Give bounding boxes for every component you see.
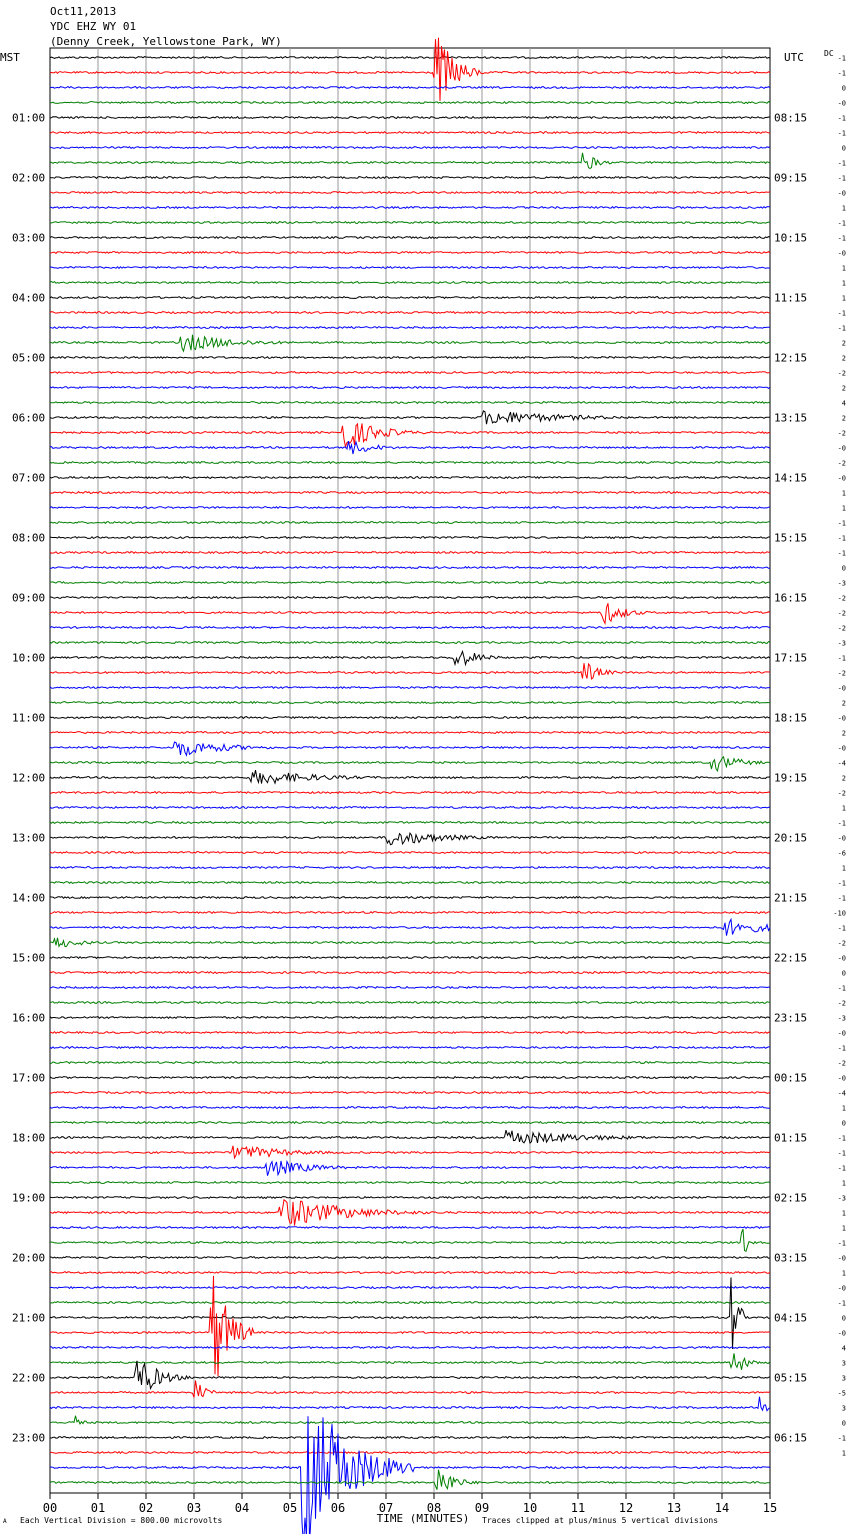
dc-offset-label: -1 <box>837 654 846 663</box>
dc-offset-label: 0 <box>841 84 846 93</box>
dc-offset-label: -0 <box>837 834 846 843</box>
dc-offset-label: -0 <box>837 99 846 108</box>
dc-offset-label: -1 <box>837 984 846 993</box>
dc-offset-label: -4 <box>837 759 846 768</box>
seismic-trace <box>50 207 770 209</box>
seismic-trace <box>50 177 770 179</box>
dc-offset-label: -1 <box>837 879 846 888</box>
dc-offset-label: 1 <box>841 204 846 213</box>
dc-offset-label: -2 <box>837 669 846 678</box>
x-tick-label: 12 <box>618 1501 634 1515</box>
dc-offset-label: -0 <box>837 1029 846 1038</box>
seismic-trace <box>50 222 770 224</box>
dc-offset-label: 0 <box>841 144 846 153</box>
mst-hour-label: 08:00 <box>12 531 46 545</box>
seismic-trace <box>50 1257 770 1259</box>
seismic-trace <box>50 1416 770 1424</box>
dc-offset-label: 2 <box>841 729 846 738</box>
mst-axis-label: MST <box>0 51 20 64</box>
seismic-trace <box>50 867 770 869</box>
seismic-trace <box>50 441 770 454</box>
seismic-trace <box>50 1200 770 1226</box>
dc-offset-label: -1 <box>837 114 846 123</box>
seismic-trace <box>50 492 770 494</box>
dc-offset-label: 1 <box>841 804 846 813</box>
dc-offset-label: -1 <box>837 924 846 933</box>
seismic-trace <box>50 423 770 446</box>
seismic-trace <box>50 1032 770 1034</box>
seismic-trace <box>50 1017 770 1019</box>
mst-hour-label: 09:00 <box>12 591 46 605</box>
mst-hour-label: 14:00 <box>12 891 46 905</box>
dc-offset-label: -1 <box>837 894 846 903</box>
seismic-trace <box>50 687 770 689</box>
dc-offset-label: -2 <box>837 789 846 798</box>
dc-offset-label: -1 <box>837 1149 846 1158</box>
dc-offset-label: 2 <box>841 339 846 348</box>
dc-offset-label: -1 <box>837 1164 846 1173</box>
seismic-trace <box>50 1397 770 1411</box>
seismic-trace <box>50 1276 770 1376</box>
dc-offset-label: 2 <box>841 354 846 363</box>
seismic-trace <box>50 237 770 239</box>
dc-offset-label: -1 <box>837 1434 846 1443</box>
x-tick-label: 06 <box>330 1501 346 1515</box>
seismic-trace <box>50 972 770 974</box>
seismic-trace <box>50 102 770 104</box>
dc-offset-label: 0 <box>841 1314 846 1323</box>
dc-offset-label: -1 <box>837 1239 846 1248</box>
dc-offset-label: -1 <box>837 129 846 138</box>
dc-offset-label: -0 <box>837 1329 846 1338</box>
dc-offset-label: 1 <box>841 1449 846 1458</box>
dc-offset-label: -1 <box>837 549 846 558</box>
dc-offset-label: -2 <box>837 1059 846 1068</box>
mst-hour-label: 17:00 <box>12 1071 46 1085</box>
dc-offset-label: -2 <box>837 939 846 948</box>
seismic-trace <box>50 987 770 989</box>
seismic-trace <box>50 717 770 719</box>
utc-hour-label: 15:15 <box>774 531 808 545</box>
mst-hour-label: 20:00 <box>12 1251 46 1265</box>
dc-offset-label: -1 <box>837 819 846 828</box>
mst-hour-label: 01:00 <box>12 111 46 125</box>
dc-offset-label: -1 <box>837 324 846 333</box>
utc-hour-label: 23:15 <box>774 1011 808 1025</box>
dc-offset-label: 1 <box>841 279 846 288</box>
seismic-trace <box>50 192 770 194</box>
seismic-trace <box>50 1287 770 1289</box>
seismic-trace <box>50 642 770 644</box>
dc-offset-label: 1 <box>841 864 846 873</box>
seismic-trace <box>50 1047 770 1049</box>
seismic-trace <box>50 1130 770 1143</box>
seismic-trace <box>50 757 770 771</box>
utc-hour-label: 17:15 <box>774 651 808 665</box>
seismic-trace <box>50 770 770 784</box>
dc-offset-label: -0 <box>837 189 846 198</box>
seismic-trace <box>50 1122 770 1124</box>
header-location: (Denny Creek, Yellowstone Park, WY) <box>50 35 282 48</box>
dc-offset-label: 3 <box>841 1359 846 1368</box>
dc-offset-label: -1 <box>837 1134 846 1143</box>
seismic-trace <box>50 282 770 284</box>
utc-axis-label: UTC <box>784 51 804 64</box>
seismic-trace <box>50 627 770 629</box>
seismic-trace <box>50 411 770 424</box>
dc-offset-label: 4 <box>841 399 846 408</box>
seismic-trace <box>50 312 770 314</box>
dc-offset-label: -2 <box>837 609 846 618</box>
dc-offset-label: -0 <box>837 714 846 723</box>
dc-offset-label: -1 <box>837 234 846 243</box>
seismic-trace <box>50 1347 770 1349</box>
mst-hour-label: 11:00 <box>12 711 46 725</box>
dc-offset-label: 1 <box>841 1209 846 1218</box>
mst-hour-label: 04:00 <box>12 291 46 305</box>
corner-mark: A <box>3 1518 7 1525</box>
x-tick-label: 07 <box>378 1501 394 1515</box>
dc-offset-label: 0 <box>841 564 846 573</box>
x-tick-label: 02 <box>138 1501 154 1515</box>
seismic-trace <box>50 507 770 509</box>
utc-hour-label: 16:15 <box>774 591 808 605</box>
dc-offset-label: 2 <box>841 699 846 708</box>
utc-hour-label: 00:15 <box>774 1071 808 1085</box>
dc-offset-label: -0 <box>837 744 846 753</box>
dc-offset-label: -2 <box>837 459 846 468</box>
dc-offset-label: -1 <box>837 174 846 183</box>
traces-group <box>50 38 770 1534</box>
seismic-trace <box>50 742 770 755</box>
dc-offset-label: -1 <box>837 219 846 228</box>
utc-hour-label: 11:15 <box>774 291 808 305</box>
dc-offset-label: -0 <box>837 249 846 258</box>
seismic-trace <box>50 252 770 254</box>
seismic-trace <box>50 1197 770 1199</box>
dc-offset-label: 2 <box>841 384 846 393</box>
mst-hour-label: 23:00 <box>12 1431 46 1445</box>
seismic-trace <box>50 833 770 845</box>
seismic-trace <box>50 732 770 734</box>
x-tick-label: 13 <box>666 1501 682 1515</box>
seismic-trace <box>50 38 770 101</box>
seismic-trace <box>50 702 770 704</box>
dc-offset-label: -0 <box>837 684 846 693</box>
seismic-trace <box>50 117 770 119</box>
dc-offset-label: -1 <box>837 159 846 168</box>
seismic-trace <box>50 357 770 359</box>
seismic-trace <box>50 897 770 899</box>
mst-hour-label: 21:00 <box>12 1311 46 1325</box>
dc-offset-label: 1 <box>841 1179 846 1188</box>
utc-hour-label: 04:15 <box>774 1311 808 1325</box>
dc-offset-label: -0 <box>837 1074 846 1083</box>
dc-offset-label: -4 <box>837 1089 846 1098</box>
seismic-trace <box>50 1227 770 1229</box>
dc-offset-label: -1 <box>837 1299 846 1308</box>
seismic-trace <box>50 882 770 884</box>
seismic-trace <box>50 335 770 351</box>
seismic-trace <box>50 822 770 824</box>
x-tick-label: 05 <box>282 1501 298 1515</box>
dc-offset-label: 4 <box>841 1344 846 1353</box>
dc-offset-label: -3 <box>837 579 846 588</box>
seismic-trace <box>50 372 770 374</box>
x-tick-label: 01 <box>90 1501 106 1515</box>
mst-hour-label: 03:00 <box>12 231 46 245</box>
dc-offset-label: 1 <box>841 264 846 273</box>
dc-offset-label: 1 <box>841 504 846 513</box>
seismic-trace <box>50 1302 770 1304</box>
dc-offset-label: -2 <box>837 369 846 378</box>
seismic-trace <box>50 1182 770 1184</box>
dc-offset-label: 1 <box>841 1104 846 1113</box>
seismic-trace <box>50 852 770 854</box>
utc-hour-label: 19:15 <box>774 771 808 785</box>
x-tick-label: 10 <box>522 1501 538 1515</box>
dc-offset-label: 3 <box>841 1404 846 1413</box>
dc-offset-label: -5 <box>837 1389 846 1398</box>
dc-offset-label: 1 <box>841 1224 846 1233</box>
utc-hour-label: 08:15 <box>774 111 808 125</box>
clip-note: Traces clipped at plus/minus 5 vertical divisions <box>482 1516 719 1525</box>
utc-hour-label: 18:15 <box>774 711 808 725</box>
seismic-trace <box>50 1092 770 1094</box>
seismic-trace <box>50 663 770 679</box>
mst-hour-label: 05:00 <box>12 351 46 365</box>
x-tick-label: 11 <box>570 1501 586 1515</box>
mst-hour-label: 07:00 <box>12 471 46 485</box>
seismic-trace <box>50 1272 770 1274</box>
utc-hour-label: 21:15 <box>774 891 808 905</box>
dc-offset-label: -2 <box>837 594 846 603</box>
utc-hour-label: 13:15 <box>774 411 808 425</box>
dc-offset-label: -0 <box>837 954 846 963</box>
seismic-trace <box>50 297 770 299</box>
seismic-trace <box>50 1452 770 1454</box>
utc-hour-label: 10:15 <box>774 231 808 245</box>
plot-frame <box>50 48 770 1493</box>
dc-offset-label: -1 <box>837 534 846 543</box>
dc-offset-label: -3 <box>837 639 846 648</box>
seismic-trace <box>50 1002 770 1004</box>
seismic-trace <box>50 567 770 569</box>
header-date: Oct11,2013 <box>50 5 117 18</box>
dc-offset-label: -2 <box>837 429 846 438</box>
dc-offset-label: 1 <box>841 489 846 498</box>
seismic-trace <box>50 1470 770 1490</box>
seismic-trace <box>50 938 770 947</box>
seismic-trace <box>50 1161 770 1176</box>
dc-offset-label: 3 <box>841 1374 846 1383</box>
seismic-trace <box>50 1381 770 1398</box>
mst-hour-label: 19:00 <box>12 1191 46 1205</box>
dc-label: DC <box>824 49 834 58</box>
mst-hour-label: 12:00 <box>12 771 46 785</box>
seismic-trace <box>50 522 770 524</box>
dc-offset-label: 2 <box>841 414 846 423</box>
seismic-trace <box>50 1353 770 1370</box>
dc-offset-label: -0 <box>837 1284 846 1293</box>
utc-hour-label: 12:15 <box>774 351 808 365</box>
x-tick-label: 09 <box>474 1501 490 1515</box>
dc-offset-label: -0 <box>837 1254 846 1263</box>
dc-offset-label: 0 <box>841 1419 846 1428</box>
x-tick-label: 08 <box>426 1501 442 1515</box>
seismic-trace <box>50 1077 770 1079</box>
mst-hour-label: 10:00 <box>12 651 46 665</box>
seismic-trace <box>50 919 770 935</box>
mst-hour-label: 22:00 <box>12 1371 46 1385</box>
utc-hour-label: 05:15 <box>774 1371 808 1385</box>
dc-offset-label: -1 <box>837 519 846 528</box>
utc-hour-label: 02:15 <box>774 1191 808 1205</box>
mst-hour-label: 06:00 <box>12 411 46 425</box>
utc-hour-label: 14:15 <box>774 471 808 485</box>
dc-offset-label: -3 <box>837 1014 846 1023</box>
seismic-trace <box>50 912 770 914</box>
mst-hour-label: 16:00 <box>12 1011 46 1025</box>
seismic-trace <box>50 132 770 134</box>
dc-offset-label: -10 <box>833 909 846 918</box>
seismic-trace <box>50 1146 770 1158</box>
x-tick-label: 00 <box>42 1501 58 1515</box>
seismic-trace <box>50 267 770 269</box>
utc-hour-label: 09:15 <box>774 171 808 185</box>
seismic-trace <box>50 1437 770 1439</box>
mst-hour-label: 18:00 <box>12 1131 46 1145</box>
seismic-trace <box>50 957 770 959</box>
dc-offset-label: -1 <box>837 54 846 63</box>
dc-offset-label: -1 <box>837 1044 846 1053</box>
x-tick-label: 04 <box>234 1501 250 1515</box>
dc-offset-label: 2 <box>841 774 846 783</box>
seismic-trace <box>50 792 770 794</box>
dc-offset-label: -3 <box>837 1194 846 1203</box>
mst-hour-label: 13:00 <box>12 831 46 845</box>
dc-offset-label: -2 <box>837 624 846 633</box>
dc-offset-label: 1 <box>841 1269 846 1278</box>
dc-offset-label: -6 <box>837 849 846 858</box>
seismic-trace <box>50 462 770 464</box>
seismic-trace <box>50 552 770 554</box>
x-tick-label: 15 <box>762 1501 778 1515</box>
mst-hour-label: 15:00 <box>12 951 46 965</box>
seismic-trace <box>50 603 770 623</box>
seismic-trace <box>50 327 770 329</box>
seismic-trace <box>50 402 770 404</box>
seismic-trace <box>50 1062 770 1064</box>
dc-offset-label: -1 <box>837 309 846 318</box>
utc-hour-label: 03:15 <box>774 1251 808 1265</box>
utc-hour-label: 06:15 <box>774 1431 808 1445</box>
seismic-trace <box>50 477 770 479</box>
dc-offset-label: -0 <box>837 444 846 453</box>
seismic-trace <box>50 147 770 149</box>
seismic-trace <box>50 1107 770 1109</box>
seismic-trace <box>50 1229 770 1251</box>
x-tick-label: 03 <box>186 1501 202 1515</box>
utc-hour-label: 01:15 <box>774 1131 808 1145</box>
dc-offset-label: 0 <box>841 969 846 978</box>
utc-hour-label: 22:15 <box>774 951 808 965</box>
seismic-trace <box>50 537 770 539</box>
x-tick-label: 14 <box>714 1501 730 1515</box>
utc-hour-label: 20:15 <box>774 831 808 845</box>
seismic-trace <box>50 153 770 169</box>
dc-offset-label: -0 <box>837 474 846 483</box>
seismic-trace <box>50 807 770 809</box>
seismic-trace <box>50 597 770 599</box>
dc-offset-label: 1 <box>841 294 846 303</box>
dc-offset-label: 0 <box>841 1119 846 1128</box>
x-axis-label: TIME (MINUTES) <box>376 1512 470 1525</box>
mst-hour-label: 02:00 <box>12 171 46 185</box>
header-station: YDC EHZ WY 01 <box>50 20 137 33</box>
seismic-trace <box>50 582 770 584</box>
seismic-trace <box>50 652 770 665</box>
scale-note: Each Vertical Division = 800.00 microvolts <box>20 1516 223 1525</box>
dc-offset-label: -2 <box>837 999 846 1008</box>
seismic-trace <box>50 87 770 89</box>
seismic-trace <box>50 57 770 59</box>
dc-offset-label: -1 <box>837 69 846 78</box>
seismic-trace <box>50 387 770 389</box>
seismic-trace <box>50 1361 770 1389</box>
